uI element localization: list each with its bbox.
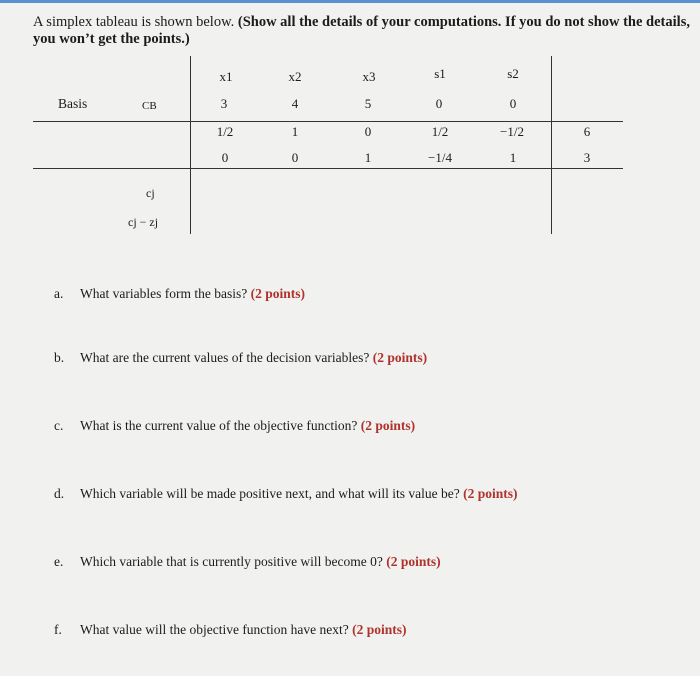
question-d-letter: d.	[54, 486, 65, 501]
row2-s2: 1	[509, 150, 517, 165]
tableau-body-rule	[33, 168, 623, 169]
intro-bold-2: you won’t get the points.)	[33, 31, 190, 47]
row1-s1: 1/2	[431, 124, 449, 139]
header-x1: x1	[219, 69, 233, 84]
row2-x2: 0	[291, 150, 299, 165]
tableau-header-rule	[33, 121, 623, 122]
row1-rhs: 6	[583, 124, 591, 139]
question-b-text: What are the current values of the decision variables?	[80, 350, 373, 365]
intro-text	[33, 14, 700, 48]
question-b-letter: b.	[54, 350, 65, 365]
question-d-points: (2 points)	[463, 486, 518, 501]
question-c	[54, 418, 415, 434]
question-c-points: (2 points)	[360, 418, 416, 433]
question-d	[54, 486, 518, 502]
question-e-points: (2 points)	[386, 554, 441, 569]
row2-s1: −1/4	[428, 150, 452, 165]
question-e-text: Which variable that is currently positive will become 0?	[80, 554, 387, 569]
question-a-text: What variables form the basis?	[80, 286, 251, 301]
question-c-letter: c.	[54, 418, 64, 433]
row2-x1: 0	[221, 150, 229, 165]
header-s2: s2	[507, 66, 519, 81]
cost-x3: 5	[364, 96, 372, 111]
tableau-left-border	[190, 56, 191, 234]
row2-rhs: 3	[583, 150, 591, 165]
cost-s2: 0	[509, 96, 517, 111]
question-a	[54, 286, 305, 302]
top-edge	[0, 0, 700, 3]
cost-s1: 0	[435, 96, 443, 111]
cj-label: cj	[146, 186, 155, 200]
question-c-text: What is the current value of the objective function?	[80, 418, 361, 433]
question-b	[54, 350, 427, 366]
cost-x1: 3	[220, 96, 228, 111]
question-a-letter: a.	[54, 286, 64, 301]
question-f-letter: f.	[54, 622, 62, 637]
question-e	[54, 554, 441, 570]
question-f	[54, 622, 407, 638]
row1-x3: 0	[364, 124, 372, 139]
intro-plain: A simplex tableau is shown below.	[33, 14, 238, 30]
row1-x2: 1	[291, 124, 299, 139]
row2-x3: 1	[364, 150, 372, 165]
cj-minus-zj-label: cj − zj	[128, 215, 159, 229]
row1-x1: 1/2	[216, 124, 234, 139]
cb-label: CB	[142, 100, 157, 112]
question-e-letter: e.	[54, 554, 64, 569]
row1-s2: −1/2	[500, 124, 524, 139]
question-d-text: Which variable will be made positive next, and what will its value be?	[80, 486, 464, 501]
intro-bold-1: (Show all the details of your computations. If you do not show the details,	[237, 14, 690, 30]
header-s1: s1	[434, 66, 446, 81]
header-x3: x3	[362, 69, 376, 84]
basis-label: Basis	[58, 96, 88, 111]
header-x2: x2	[288, 69, 302, 84]
tableau-rhs-divider	[551, 56, 552, 234]
question-b-points: (2 points)	[372, 350, 428, 365]
cost-x2: 4	[291, 96, 299, 111]
question-f-points: (2 points)	[352, 622, 407, 637]
question-a-points: (2 points)	[250, 286, 305, 301]
question-f-text: What value will the objective function have next?	[80, 622, 353, 637]
